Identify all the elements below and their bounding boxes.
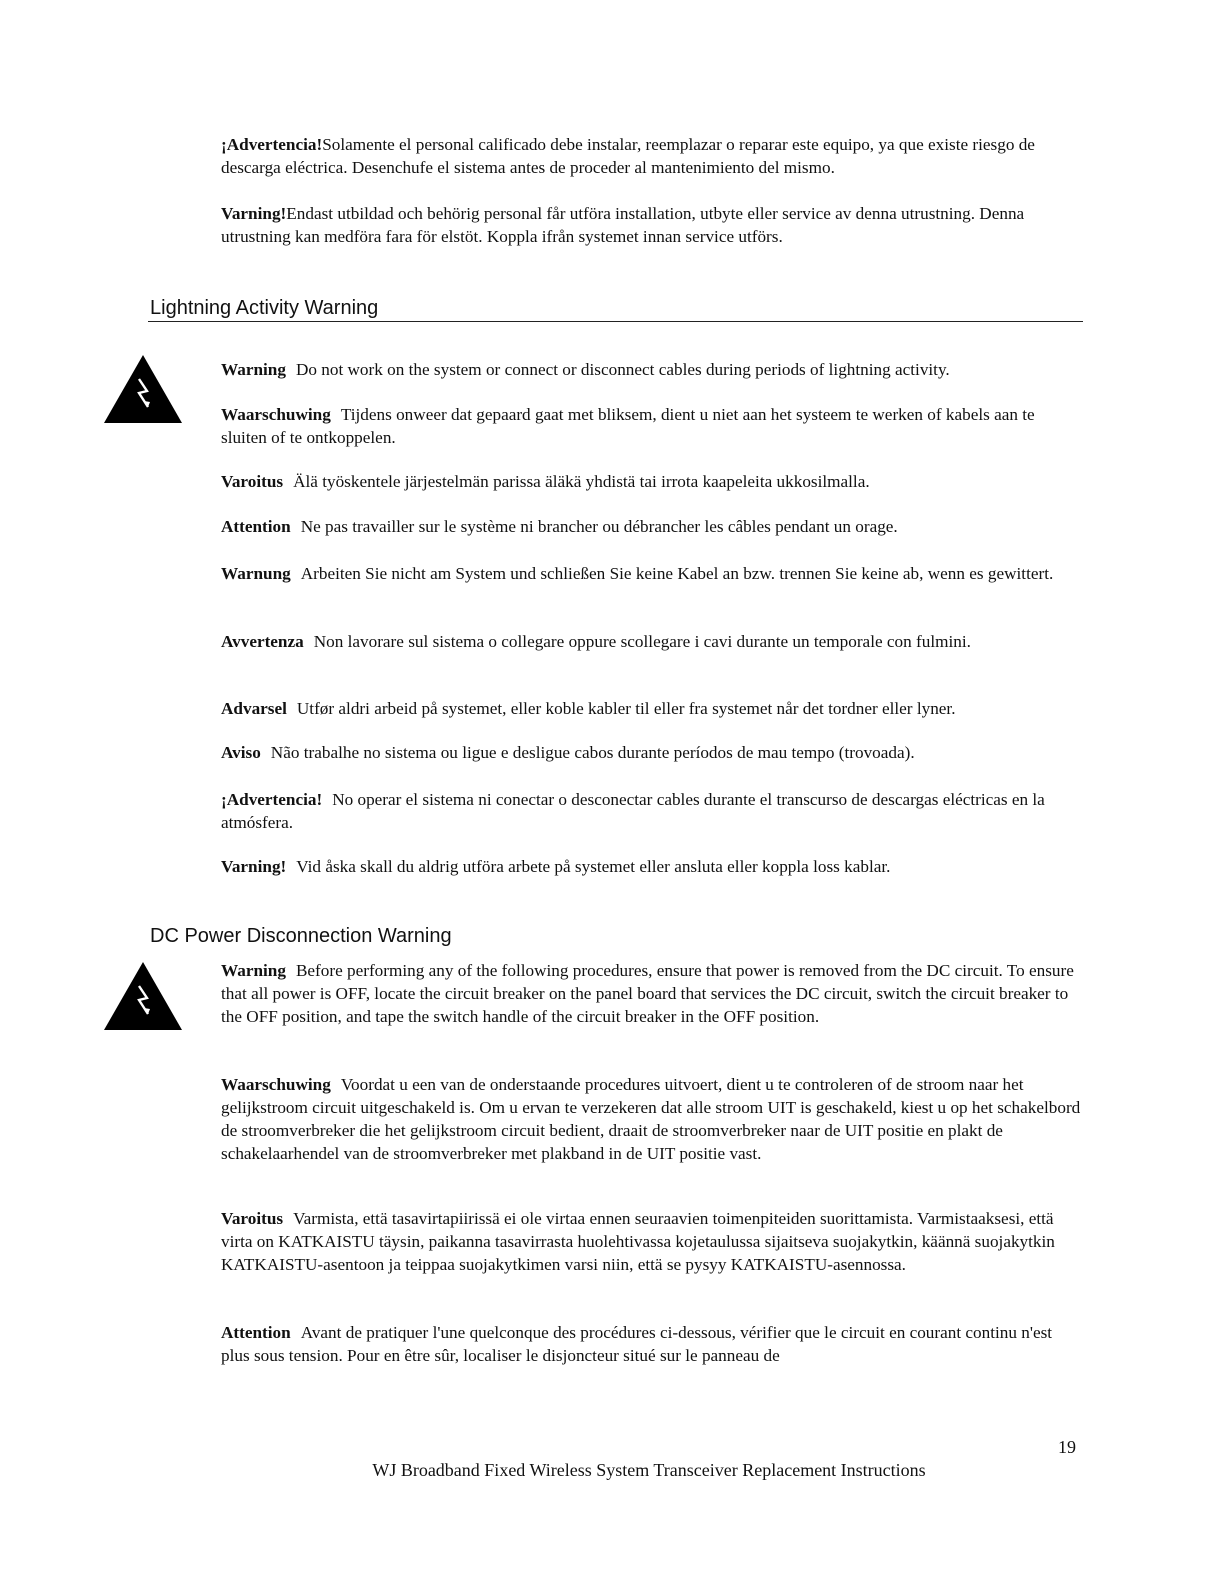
paragraph-text: No operar el sistema ni conectar o desconectar cables durante el transcurso de descargas eléctricas en la atmósfera. — [221, 790, 1045, 832]
paragraph-text: Endast utbildad och behörig personal får utföra installation, utbyte eller service av denna utrustning. Denna utrustning kan medföra fara för elstöt. Koppla ifrån systemet innan service utförs. — [221, 204, 1025, 246]
intro-paragraph-swedish — [221, 202, 1081, 248]
dc-paragraph-finnish — [221, 1207, 1081, 1276]
paragraph-label: Attention — [221, 517, 291, 536]
paragraph-text: Vid åska skall du aldrig utföra arbete på systemet eller ansluta eller koppla loss kablar. — [296, 857, 891, 876]
paragraph-text: Non lavorare sul sistema o collegare oppure scollegare i cavi durante un temporale con fulmini. — [313, 632, 971, 651]
warning-paragraph-dutch — [221, 403, 1081, 449]
paragraph-text: Solamente el personal calificado debe instalar, reemplazar o reparar este equipo, ya que existe riesgo de descarga eléctrica. Desenchufe el sistema antes de proceder al mantenimiento del mismo. — [221, 135, 1035, 177]
paragraph-text: Varmista, että tasavirtapiirissä ei ole virtaa ennen seuraavien toimenpiteiden suorittamista. Varmistaaksesi, että virta on KATKAISTU täysin, paikanna tasavirrasta huolehtivassa kojetaulussa sijaitseva suojakytkin, käännä suojakytkin KATKAISTU-asentoon ja teippaa suojakytkimen varsi niin, että se pysyy KATKAISTU-asennossa. — [221, 1209, 1055, 1274]
paragraph-text: Tijdens onweer dat gepaard gaat met bliksem, dient u niet aan het systeem te werken of kabels aan te sluiten of te ontkoppelen. — [221, 405, 1035, 447]
paragraph-label: Advarsel — [221, 699, 287, 718]
paragraph-label: ¡Advertencia! — [221, 135, 323, 154]
warning-paragraph-german — [221, 562, 1081, 585]
paragraph-label: Varning! — [221, 204, 287, 223]
warning-paragraph-english — [221, 358, 1081, 381]
paragraph-text: Avant de pratiquer l'une quelconque des procédures ci-dessous, vérifier que le circuit en courant continu n'est plus sous tension. Pour en être sûr, localiser le disjoncteur situé sur le panneau de — [221, 1323, 1053, 1365]
paragraph-text: Não trabalhe no sistema ou ligue e desligue cabos durante períodos de mau tempo (trovoada). — [270, 743, 915, 762]
paragraph-label: Avvertenza — [221, 632, 304, 651]
section-divider — [148, 321, 1083, 322]
warning-paragraph-norwegian — [221, 697, 1081, 720]
dc-paragraph-english — [221, 959, 1081, 1028]
paragraph-label: Varning! — [221, 857, 287, 876]
section-heading-dc-power: DC Power Disconnection Warning — [150, 925, 452, 947]
paragraph-label: Aviso — [221, 743, 261, 762]
paragraph-label: Waarschuwing — [221, 405, 331, 424]
paragraph-text: Voordat u een van de onderstaande procedures uitvoert, dient u te controleren of de stroom naar het gelijkstroom circuit uitgeschakeld is. Om u ervan te verzekeren dat alle stroom UIT is geschakeld, kiest u op het schakelbord de stroomverbreker die het gelijkstroom circuit bedient, draait de stroomverbreker naar de UIT positie en plakt de schakelaarhendel van de stroomverbreker met plakband in de UIT positie vast. — [221, 1075, 1081, 1163]
paragraph-text: Before performing any of the following procedures, ensure that power is removed from the DC circuit. To ensure that all power is OFF, locate the circuit breaker on the panel board that services the DC circuit, switch the circuit breaker to the OFF position, and tape the switch handle of the circuit breaker in the OFF position. — [221, 961, 1074, 1026]
paragraph-text: Utfør aldri arbeid på systemet, eller koble kabler til eller fra systemet når det tordner eller lyner. — [296, 699, 956, 718]
paragraph-label: Waarschuwing — [221, 1075, 331, 1094]
paragraph-label: Attention — [221, 1323, 291, 1342]
paragraph-text: Arbeiten Sie nicht am System und schließen Sie keine Kabel an bzw. trennen Sie keine ab, wenn es gewittert. — [300, 564, 1054, 583]
paragraph-label: Warning — [221, 360, 286, 379]
warning-paragraph-portuguese — [221, 741, 1081, 764]
lightning-warning-triangle-icon — [104, 962, 182, 1032]
dc-paragraph-dutch — [221, 1073, 1081, 1165]
warning-paragraph-swedish — [221, 855, 1081, 878]
paragraph-label: Varoitus — [221, 472, 284, 491]
paragraph-text: Do not work on the system or connect or disconnect cables during periods of lightning activity. — [295, 360, 950, 379]
section-heading-lightning: Lightning Activity Warning — [150, 297, 379, 319]
document-footer-title: WJ Broadband Fixed Wireless System Transceiver Replacement Instructions — [372, 1460, 926, 1480]
warning-paragraph-french — [221, 515, 1081, 538]
warning-paragraph-finnish — [221, 470, 1081, 493]
paragraph-text: Älä työskentele järjestelmän parissa äläkä yhdistä tai irrota kaapeleita ukkosilmalla. — [293, 472, 870, 491]
paragraph-label: Warning — [221, 961, 286, 980]
paragraph-label: ¡Advertencia! — [221, 790, 323, 809]
page-number: 19 — [1058, 1437, 1076, 1457]
intro-paragraph-spanish — [221, 133, 1081, 179]
paragraph-text: Ne pas travailler sur le système ni brancher ou débrancher les câbles pendant un orage. — [300, 517, 898, 536]
warning-paragraph-italian — [221, 630, 1081, 653]
lightning-warning-triangle-icon — [104, 355, 182, 425]
paragraph-label: Varoitus — [221, 1209, 284, 1228]
paragraph-label: Warnung — [221, 564, 291, 583]
warning-paragraph-spanish — [221, 788, 1081, 834]
dc-paragraph-french — [221, 1321, 1081, 1367]
